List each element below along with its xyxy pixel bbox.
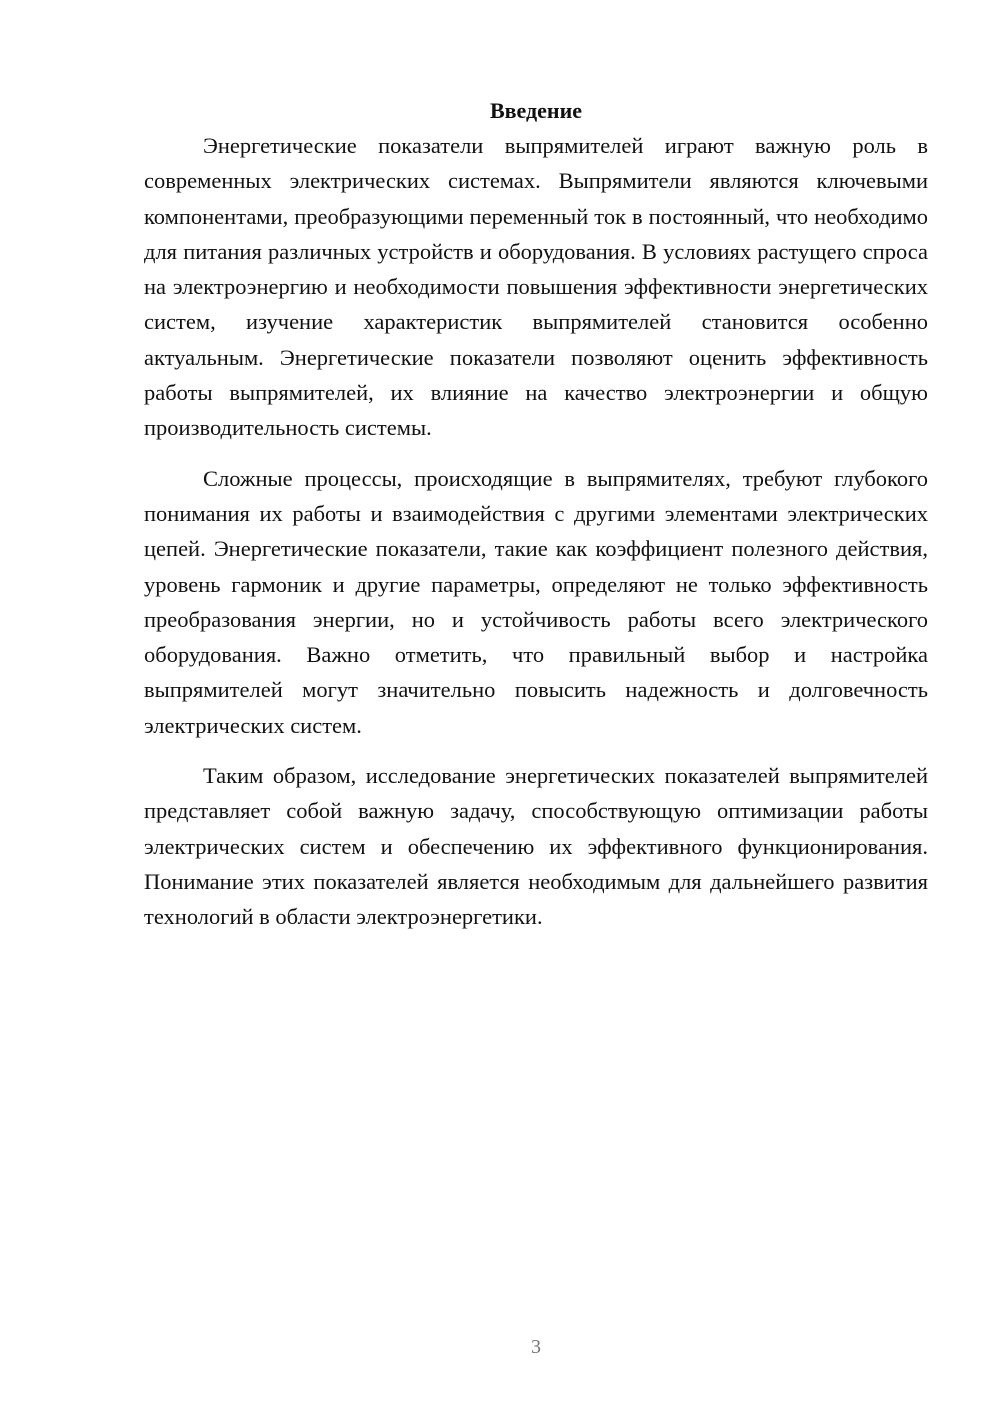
paragraph-2: Сложные процессы, происходящие в выпрямителях, требуют глубокого понимания их работы и взаимодействия с другими элементами электрических цепей. Энергетические показатели, такие как коэффициент полезного действия, уровень гармоник и другие параметры, определяют не только эффективность преобразования энергии, но и устойчивость работы всего электрического оборудования. Важно отметить, что правильный выбор и настройка выпрямителей могут значительно повысить надежность и долговечность электрических систем.	[144, 465, 928, 738]
page-number: 3	[531, 1336, 541, 1358]
paragraph-1: Энергетические показатели выпрямителей играют важную роль в современных электрических системах. Выпрямители являются ключевыми компонентами, преобразующими переменный ток в постоянный, что необходимо для питания различных устройств и оборудования. В условиях растущего спроса на электроэнергию и необходимости повышения эффективности энергетических систем, изучение характеристик выпрямителей становится особенно актуальным. Энергетические показатели позволяют оценить эффективность работы выпрямителей, их влияние на качество электроэнергии и общую производительность системы.	[144, 133, 928, 441]
paragraph-3: Таким образом, исследование энергетических показателей выпрямителей представляет собой важную задачу, способствующую оптимизации работы электрических систем и обеспечению их эффективного функционирования. Понимание этих показателей является необходимым для дальнейшего развития технологий в области электроэнергетики.	[144, 763, 928, 930]
section-title: Введение	[489, 98, 583, 123]
page-content	[144, 93, 928, 935]
